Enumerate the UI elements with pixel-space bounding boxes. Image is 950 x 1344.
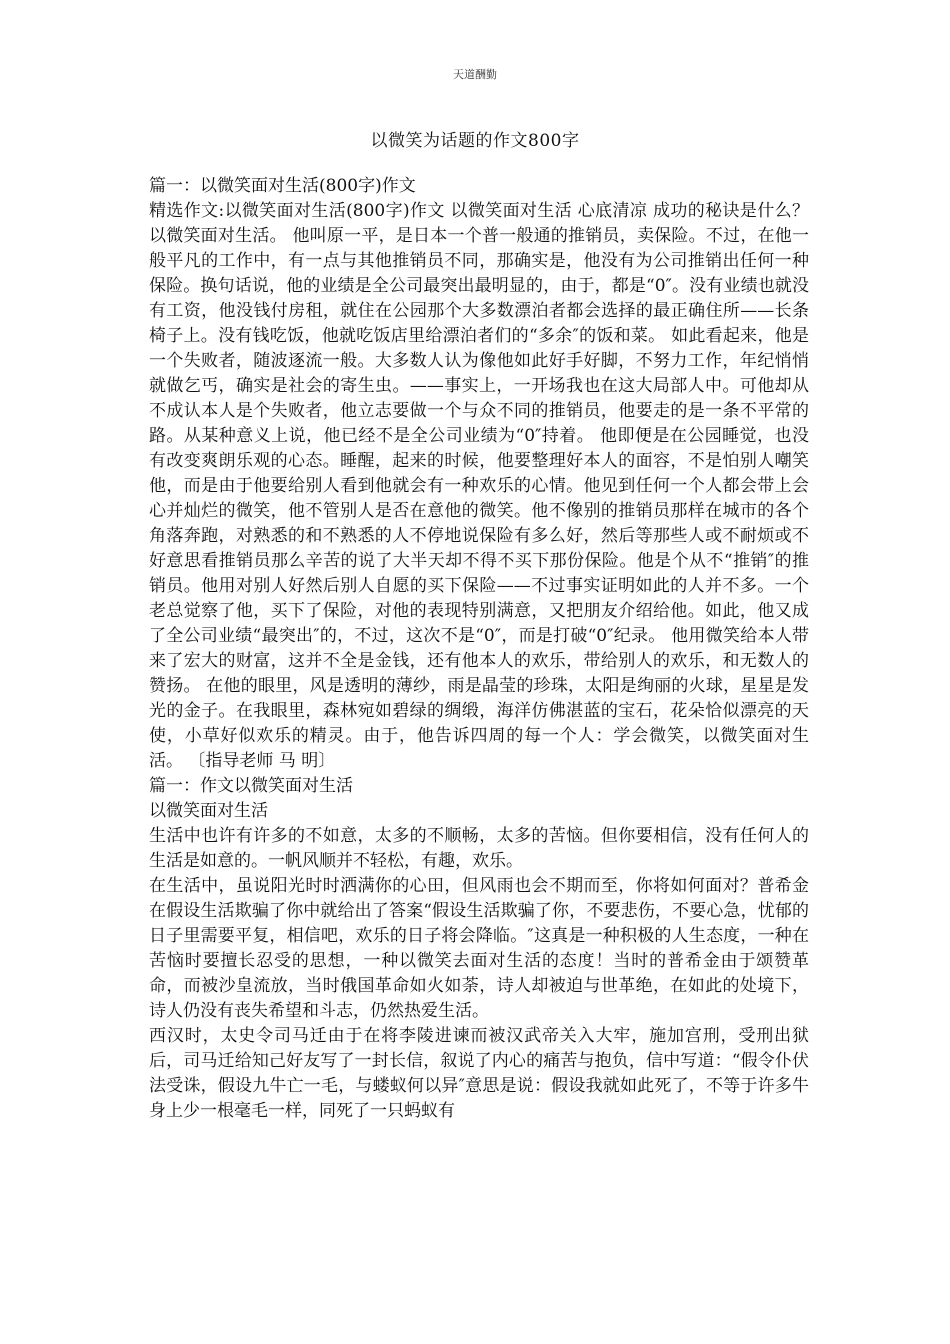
document-body bbox=[149, 174, 809, 1124]
section-heading: 篇一：以微笑面对生活(800字)作文 bbox=[149, 176, 416, 196]
document-title: 以微笑为话题的作文800字 bbox=[370, 131, 580, 151]
paragraph: 生活中也许有许多的不如意，太多的不顺畅，太多的苦恼。但你要相信，没有任何人的生活是如意的。一帆风顺并不轻松，有趣，欢乐。 bbox=[149, 826, 809, 871]
section-heading: 篇一：作文以微笑面对生活 bbox=[149, 776, 353, 796]
paragraph: 西汉时，太史令司马迁由于在将李陵进谏而被汉武帝关入大牢，施加宫刑，受刑出狱后，司马迁给知己好友写了一封长信，叙说了内心的痛苦与抱负，信中写道：“假令仆伏法受诛，假设九牛亡一毛，与蝼蚁何以异″意思是说：假设我就如此死了，不等于许多牛身上少一根毫毛一样，同死了一只蚂蚁有 bbox=[149, 1026, 809, 1121]
paragraph: 在生活中，虽说阳光时时洒满你的心田，但风雨也会不期而至，你将如何面对？普希金在假设生活欺骗了你中就给出了答案“假设生活欺骗了你，不要悲伤，不要心急，忧郁的日子里需要平复，相信吧，欢乐的日子将会降临。″这真是一种积极的人生态度，一种在苦恼时要擅长忍受的思想，一种以微笑去面对生活的态度！当时的普希金由于颂赞革命，而被沙皇流放，当时俄国革命如火如荼，诗人却被迫与世革绝，在如此的处境下，诗人仍没有丧失希望和斗志，仍然热爱生活。 bbox=[149, 876, 809, 1021]
paragraph: 精选作文:以微笑面对生活(800字)作文 以微笑面对生活 心底清凉 成功的秘诀是什么？以微笑面对生活。 他叫原一平，是日本一个普一般通的推销员，卖保险。不过，在他一般平凡的工作中，有一点与其他推销员不同，那确实是，他没有为公司推销出任何一种保险。换句话说，他的业绩是全公司最突出最明显的，由于，都是“0″。没有业绩也就没有工资，他没钱付房租，就住在公园那个大多数漂泊者都会选择的最正确住所——长条椅子上。没有钱吃饭，他就吃饭店里给漂泊者们的“多余″的饭和菜。 如此看起来，他是一个失败者，随波逐流一般。大多数人认为像他如此好手好脚，不努力工作，年纪悄悄就做乞丐，确实是社会的寄生虫。——事实上，一开场我也在这大局部人中。可他却从不成认本人是个失败者，他立志要做一个与众不同的推销员，他要走的是一条不平常的路。从某种意义上说，他已经不是全公司业绩为“0″持着。 他即便是在公园睡觉，也没有改变爽朗乐观的心态。睡醒，起来的时候，他要整理好本人的面容，不是怕别人嘲笑他，而是由于他要给别人看到他就会有一种欢乐的心情。他见到任何一个人都会带上会心并灿烂的微笑，他不管别人是否在意他的微笑。他不像别的推销员那样在城市的各个角落奔跑，对熟悉的和不熟悉的人不停地说保险有多么好，然后等那些人或不耐烦或不好意思看推销员那么辛苦的说了大半天却不得不买下那份保险。他是个从不“推销″的推销员。他用对别人好然后别人自愿的买下保险——不过事实证明如此的人并不多。一个老总觉察了他，买下了保险，对他的表现特别满意，又把朋友介绍给他。如此，他又成了全公司业绩“最突出″的，不过，这次不是“0″，而是打破“0″纪录。 他用微笑给本人带来了宏大的财富，这并不全是金钱，还有他本人的欢乐，带给别人的欢乐，和无数人的赞扬。 在他的眼里，风是透明的薄纱，雨是晶莹的珍珠，太阳是绚丽的火球，星星是发光的金子。在我眼里，森林宛如碧绿的绸缎，海洋仿佛湛蓝的宝石，花朵恰似漂亮的天使，小草好似欢乐的精灵。由于，他告诉四周的每一个人：学会微笑，以微笑面对生活。 〔指导老师 马 明〕 bbox=[149, 201, 809, 771]
subheading: 以微笑面对生活 bbox=[149, 801, 268, 821]
page-header: 天道酬勤 bbox=[453, 68, 497, 81]
